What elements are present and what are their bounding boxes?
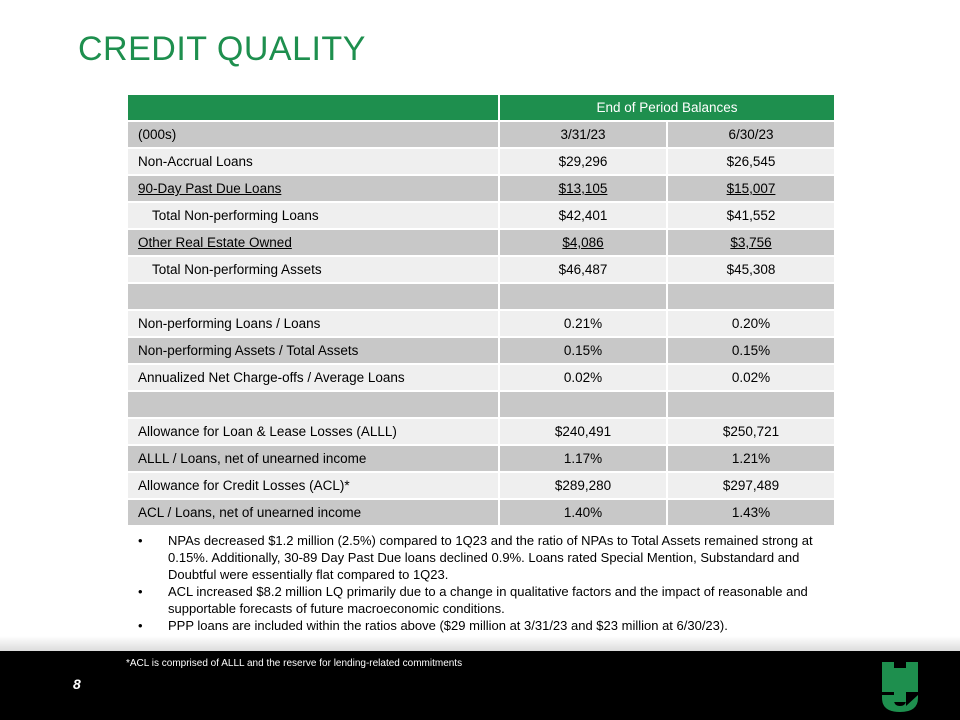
row-label: ALLL / Loans, net of unearned income bbox=[127, 445, 499, 472]
table-row bbox=[127, 202, 835, 229]
row-value-q2: 1.43% bbox=[667, 499, 835, 526]
row-value-q1: $13,105 bbox=[558, 181, 608, 196]
footer-divider bbox=[0, 636, 960, 651]
table-row bbox=[127, 499, 835, 526]
bullet-text: PPP loans are included within the ratios above ($29 million at 3/31/23 and $23 million at 6/30/23). bbox=[168, 618, 728, 633]
row-label: Allowance for Credit Losses (ACL)* bbox=[127, 472, 499, 499]
bullet-text: ACL increased $8.2 million LQ primarily due to a change in qualitative factors and the impact of reasonable and supportable forecasts of future macroeconomic conditions. bbox=[168, 584, 808, 616]
table-row bbox=[127, 148, 835, 175]
bullet-glyph: • bbox=[138, 584, 143, 599]
bullet-glyph: • bbox=[138, 618, 143, 633]
commentary-bullets bbox=[126, 532, 826, 634]
header-blank-cell bbox=[127, 94, 499, 121]
row-value-q2: $297,489 bbox=[667, 472, 835, 499]
row-value-q1: 0.21% bbox=[499, 310, 667, 337]
table-row bbox=[127, 472, 835, 499]
page-title: CREDIT QUALITY bbox=[78, 30, 366, 68]
row-value-q2: 1.21% bbox=[667, 445, 835, 472]
row-value-q1: $46,487 bbox=[499, 256, 667, 283]
row-label: Total Non-performing Loans bbox=[127, 202, 499, 229]
row-value-q1: $29,296 bbox=[499, 148, 667, 175]
row-value-q2: $45,308 bbox=[667, 256, 835, 283]
row-value-q1: $42,401 bbox=[499, 202, 667, 229]
row-value-q1: $4,086 bbox=[562, 235, 604, 250]
table-row bbox=[127, 445, 835, 472]
page-number: 8 bbox=[73, 676, 81, 692]
column-header-q2: 6/30/23 bbox=[667, 121, 835, 148]
row-value-q1: 1.40% bbox=[499, 499, 667, 526]
bullet-glyph: • bbox=[138, 533, 143, 548]
credit-quality-table bbox=[126, 93, 836, 527]
table-row bbox=[127, 175, 835, 202]
row-label: Allowance for Loan & Lease Losses (ALLL) bbox=[127, 418, 499, 445]
row-value-q2: $15,007 bbox=[726, 181, 776, 196]
row-value-q2: $3,756 bbox=[730, 235, 772, 250]
row-label: Non-performing Loans / Loans bbox=[127, 310, 499, 337]
row-value-q1: 0.02% bbox=[499, 364, 667, 391]
table-group-header-row bbox=[127, 94, 835, 121]
row-label: 90-Day Past Due Loans bbox=[138, 181, 282, 196]
row-value-q2: $250,721 bbox=[667, 418, 835, 445]
row-label: Annualized Net Charge-offs / Average Loans bbox=[127, 364, 499, 391]
row-label: Non-Accrual Loans bbox=[127, 148, 499, 175]
table-row bbox=[127, 337, 835, 364]
column-header-units: (000s) bbox=[127, 121, 499, 148]
table-row bbox=[127, 310, 835, 337]
row-value-q1 bbox=[499, 283, 667, 310]
row-value-q2 bbox=[667, 283, 835, 310]
table-row bbox=[127, 229, 835, 256]
table-row bbox=[127, 364, 835, 391]
row-value-q1: $240,491 bbox=[499, 418, 667, 445]
bank-logo-icon bbox=[882, 662, 918, 712]
row-value-q1 bbox=[499, 391, 667, 418]
row-value-q1: $289,280 bbox=[499, 472, 667, 499]
table-spacer-row bbox=[127, 283, 835, 310]
row-value-q2: $26,545 bbox=[667, 148, 835, 175]
row-label bbox=[127, 391, 499, 418]
bullet-item bbox=[126, 532, 826, 583]
row-label: ACL / Loans, net of unearned income bbox=[127, 499, 499, 526]
row-label: Non-performing Assets / Total Assets bbox=[127, 337, 499, 364]
group-header: End of Period Balances bbox=[499, 94, 835, 121]
table-row bbox=[127, 256, 835, 283]
bullet-item bbox=[126, 583, 826, 617]
row-value-q2: 0.15% bbox=[667, 337, 835, 364]
bullet-text: NPAs decreased $1.2 million (2.5%) compared to 1Q23 and the ratio of NPAs to Total Assets remained strong at 0.15%. Additionally, 30-89 Day Past Due loans declined 0.9%. Loans rated Special Mention, Substandard and Doubtful were essentially flat compared to 1Q23. bbox=[168, 533, 813, 582]
bullet-item bbox=[126, 617, 826, 634]
row-value-q2 bbox=[667, 391, 835, 418]
row-value-q2: 0.20% bbox=[667, 310, 835, 337]
row-label: Other Real Estate Owned bbox=[138, 235, 292, 250]
row-label: Total Non-performing Assets bbox=[127, 256, 499, 283]
row-value-q1: 0.15% bbox=[499, 337, 667, 364]
table-row bbox=[127, 418, 835, 445]
row-label bbox=[127, 283, 499, 310]
row-value-q1: 1.17% bbox=[499, 445, 667, 472]
footnote: *ACL is comprised of ALLL and the reserve for lending-related commitments bbox=[126, 658, 463, 669]
row-value-q2: $41,552 bbox=[667, 202, 835, 229]
table-column-header-row bbox=[127, 121, 835, 148]
row-value-q2: 0.02% bbox=[667, 364, 835, 391]
column-header-q1: 3/31/23 bbox=[499, 121, 667, 148]
table-spacer-row bbox=[127, 391, 835, 418]
